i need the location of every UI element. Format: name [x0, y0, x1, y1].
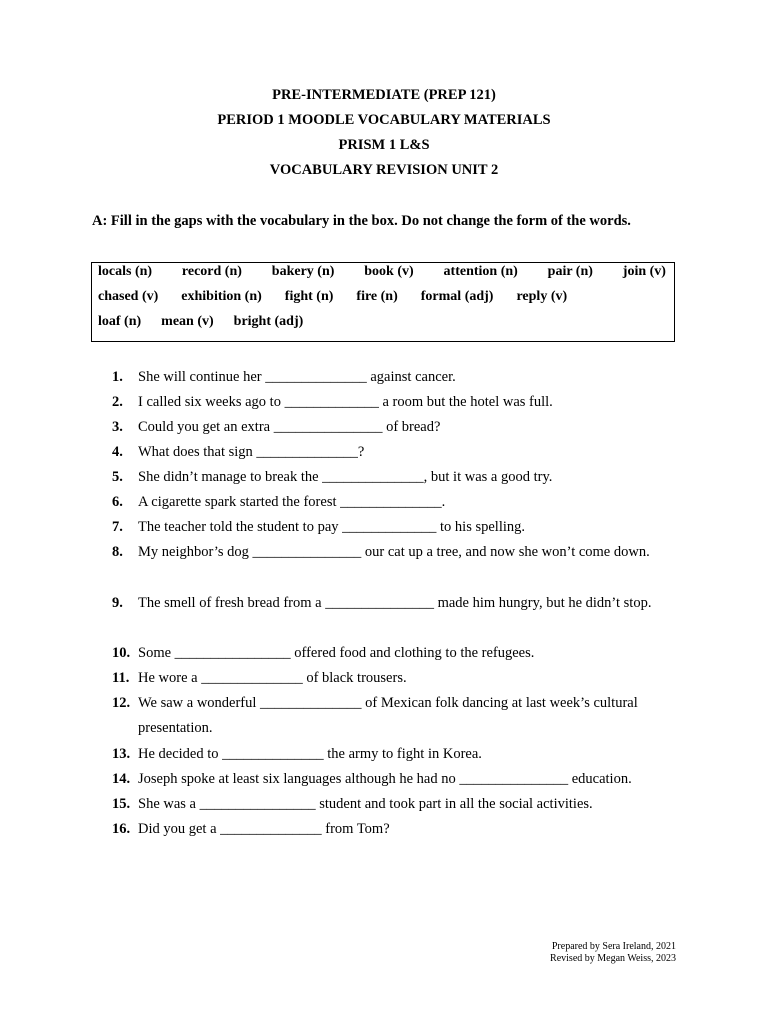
- question-text: The teacher told the student to pay _____________ to his spelling.: [138, 519, 526, 535]
- vocabulary-row-2: [98, 288, 666, 306]
- question-item: [112, 390, 682, 415]
- course-title: PRE-INTERMEDIATE (PREP 121): [272, 87, 496, 103]
- question-text: My neighbor’s dog _______________ our cat up a tree, and now she won’t come down.: [138, 544, 650, 560]
- question-item: [112, 792, 682, 817]
- vocabulary-row-3: [98, 313, 666, 331]
- question-text: I called six weeks ago to _____________ a room but the hotel was full.: [138, 394, 553, 410]
- vocab-word: fight (n): [284, 289, 334, 304]
- vocab-word: join (v): [622, 264, 666, 279]
- vocab-word: mean (v): [161, 314, 214, 329]
- question-item: [112, 415, 682, 440]
- vocab-word: attention (n): [443, 264, 518, 279]
- question-item: [112, 641, 682, 666]
- question-text: What does that sign ______________?: [138, 444, 365, 460]
- book-title: PRISM 1 L&S: [338, 137, 430, 153]
- question-item: [112, 540, 682, 565]
- question-text: She will continue her ______________ against cancer.: [138, 369, 456, 385]
- vocab-word: book (v): [364, 264, 414, 279]
- vocab-word: exhibition (n): [181, 289, 262, 304]
- question-number: 3.: [112, 419, 123, 435]
- question-text: He decided to ______________ the army to fight in Korea.: [138, 746, 482, 762]
- question-number: 10.: [112, 645, 131, 661]
- vocab-word: pair (n): [547, 264, 593, 279]
- question-text: Joseph spoke at least six languages although he had no _______________ education.: [138, 771, 632, 787]
- vocab-word: fire (n): [356, 289, 398, 304]
- vocab-word: locals (n): [98, 264, 153, 279]
- question-number: 6.: [112, 494, 123, 510]
- question-text: A cigarette spark started the forest ______________.: [138, 494, 446, 510]
- question-item: [112, 691, 682, 741]
- question-item: [112, 591, 682, 616]
- prepared-by: Prepared by Sera Ireland, 2021: [551, 941, 676, 952]
- question-number: 7.: [112, 519, 123, 535]
- question-text: She didn’t manage to break the ______________, but it was a good try.: [138, 469, 553, 485]
- vocabulary-box: [91, 262, 675, 342]
- question-item: [112, 365, 682, 390]
- question-number: 1.: [112, 369, 123, 385]
- question-number: 11.: [112, 670, 130, 686]
- question-number: 12.: [112, 695, 131, 711]
- question-number: 2.: [112, 394, 123, 410]
- question-text: He wore a ______________ of black trousers.: [138, 670, 407, 686]
- question-number: 5.: [112, 469, 123, 485]
- question-number: 16.: [112, 821, 131, 837]
- question-item: [112, 515, 682, 540]
- question-text: We saw a wonderful ______________ of Mexican folk dancing at last week’s cultural presentation.: [138, 695, 638, 737]
- vocab-word: bakery (n): [271, 264, 335, 279]
- question-text: She was a ________________ student and took part in all the social activities.: [138, 796, 593, 812]
- question-item: [112, 465, 682, 490]
- vocab-word: reply (v): [516, 289, 568, 304]
- vocab-word: chased (v): [98, 289, 159, 304]
- unit-title: VOCABULARY REVISION UNIT 2: [269, 162, 499, 178]
- question-text: The smell of fresh bread from a _______________ made him hungry, but he didn’t stop.: [138, 595, 652, 611]
- exercise-instruction: A: Fill in the gaps with the vocabulary in the box. Do not change the form of the words.: [92, 213, 631, 229]
- vocab-word: formal (adj): [420, 289, 494, 304]
- question-item: [112, 817, 682, 842]
- question-text: Did you get a ______________ from Tom?: [138, 821, 390, 837]
- question-number: 4.: [112, 444, 123, 460]
- question-item: [112, 440, 682, 465]
- question-number: 15.: [112, 796, 131, 812]
- vocab-word: record (n): [181, 264, 242, 279]
- materials-title: PERIOD 1 MOODLE VOCABULARY MATERIALS: [217, 112, 551, 128]
- question-number: 13.: [112, 746, 131, 762]
- revised-by: Revised by Megan Weiss, 2023: [550, 953, 676, 964]
- question-number: 14.: [112, 771, 131, 787]
- vocabulary-row-1: [98, 263, 666, 281]
- question-text: Some ________________ offered food and clothing to the refugees.: [138, 645, 535, 661]
- question-item: [112, 767, 682, 792]
- question-number: 8.: [112, 544, 123, 560]
- question-item: [112, 742, 682, 767]
- question-item: [112, 666, 682, 691]
- vocab-word: bright (adj): [233, 314, 304, 329]
- vocab-word: loaf (n): [98, 314, 142, 329]
- question-text: Could you get an extra _______________ of bread?: [138, 419, 441, 435]
- question-item: [112, 490, 682, 515]
- question-number: 9.: [112, 595, 123, 611]
